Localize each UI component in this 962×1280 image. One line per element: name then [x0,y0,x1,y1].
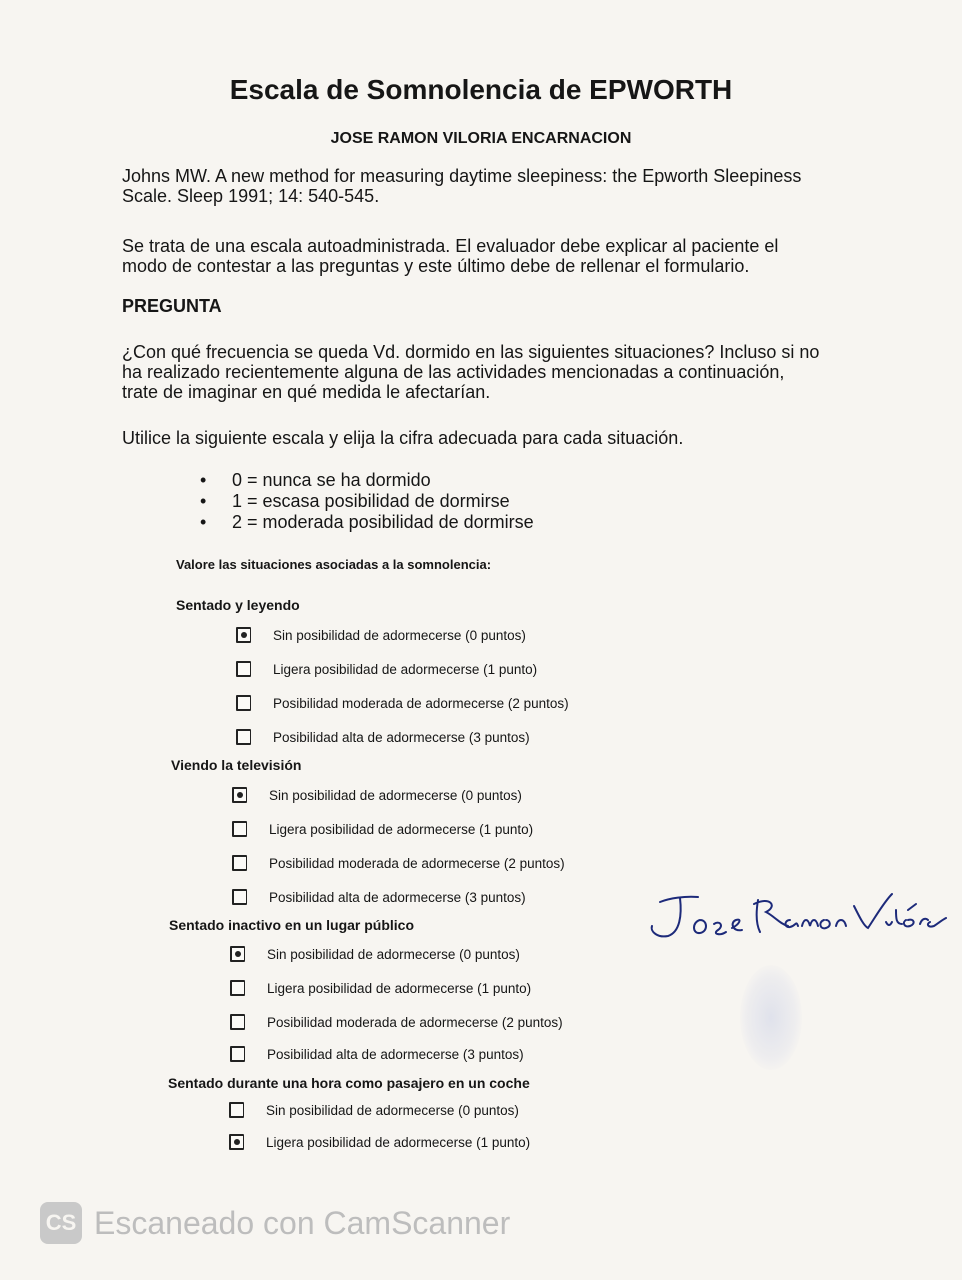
option-label: Ligera posibilidad de adormecerse (1 punto) [269,821,534,837]
option-label: Posibilidad moderada de adormecerse (2 puntos) [267,1014,563,1030]
option-label: Posibilidad alta de adormecerse (3 puntos) [267,1046,524,1062]
situation-option[interactable] [229,1102,519,1118]
camscanner-watermark [40,1202,510,1244]
situation-option[interactable] [232,821,533,837]
option-label: Sin posibilidad de adormecerse (0 puntos) [266,1102,519,1118]
handwritten-signature [640,880,950,950]
scale-instruction: Utilice la siguiente escala y elija la cifra adecuada para cada situación. [122,428,684,448]
option-label: Sin posibilidad de adormecerse (0 puntos) [267,946,520,962]
option-label: Sin posibilidad de adormecerse (0 puntos) [273,627,526,643]
option-label: Ligera posibilidad de adormecerse (1 punto) [266,1134,531,1150]
situation-option[interactable] [232,889,526,905]
situation-option[interactable] [232,855,565,871]
checkbox[interactable] [232,821,247,837]
situation-option[interactable] [236,729,530,745]
ink-smudge [740,965,802,1070]
checkbox[interactable] [230,1014,245,1030]
option-label: Posibilidad alta de adormecerse (3 puntos) [273,729,530,745]
watermark-text: Escaneado con CamScanner [94,1204,511,1241]
checked-checkbox[interactable] [230,946,245,962]
reference-paragraph: Johns MW. A new method for measuring daytime sleepiness: the Epworth Sleepiness Scale. Sleep 1991; 14: 540-545. [122,166,802,206]
option-label: Ligera posibilidad de adormecerse (1 punto) [273,661,538,677]
checkbox[interactable] [232,855,247,871]
checkbox[interactable] [232,889,247,905]
camscanner-logo: CS [40,1202,82,1244]
scale-item: • 0 = nunca se ha dormido [200,470,534,491]
scale-item: • 1 = escasa posibilidad de dormirse [200,491,534,512]
option-label: Sin posibilidad de adormecerse (0 puntos) [269,787,522,803]
situation-option[interactable] [230,980,531,996]
situation-option[interactable] [230,1046,524,1062]
option-label: Posibilidad moderada de adormecerse (2 puntos) [273,695,569,711]
situations-intro: Valore las situaciones asociadas a la somnolencia: [176,557,492,572]
scale-item: • 2 = moderada posibilidad de dormirse [200,512,534,533]
checkbox[interactable] [236,661,251,677]
question-heading: PREGUNTA [122,296,222,316]
checked-checkbox[interactable] [229,1134,244,1150]
option-label: Ligera posibilidad de adormecerse (1 punto) [267,980,532,996]
checkbox[interactable] [236,729,251,745]
situation-option[interactable] [229,1134,530,1150]
situation-title: Viendo la televisión [171,757,302,773]
situation-option[interactable] [230,1014,563,1030]
situation-option[interactable] [236,695,569,711]
question-paragraph: ¿Con qué frecuencia se queda Vd. dormido en las siguientes situaciones? Incluso si no ha realizado recientemente alguna de las actividades mencionadas a continuación, trate de imaginar en qué medida le afectarían. [122,342,820,402]
checkbox[interactable] [230,1046,245,1062]
situation-option[interactable] [236,627,526,643]
situation-option[interactable] [230,946,520,962]
checked-checkbox[interactable] [232,787,247,803]
checkbox[interactable] [236,695,251,711]
situation-title: Sentado durante una hora como pasajero en un coche [168,1075,530,1091]
checkbox[interactable] [230,980,245,996]
checkbox[interactable] [229,1102,244,1118]
option-label: Posibilidad moderada de adormecerse (2 puntos) [269,855,565,871]
author-name: JOSE RAMON VILORIA ENCARNACION [330,130,632,147]
option-label: Posibilidad alta de adormecerse (3 puntos) [269,889,526,905]
situation-title: Sentado y leyendo [176,597,300,613]
situation-option[interactable] [232,787,522,803]
document-title: Escala de Somnolencia de EPWORTH [229,74,733,105]
checked-checkbox[interactable] [236,627,251,643]
instructions-paragraph: Se trata de una escala autoadministrada. El evaluador debe explicar al paciente el modo de contestar a las preguntas y este último debe de rellenar el formulario. [122,236,779,276]
situation-option[interactable] [236,661,537,677]
scale-list [200,470,534,533]
situation-title: Sentado inactivo en un lugar público [169,917,415,933]
